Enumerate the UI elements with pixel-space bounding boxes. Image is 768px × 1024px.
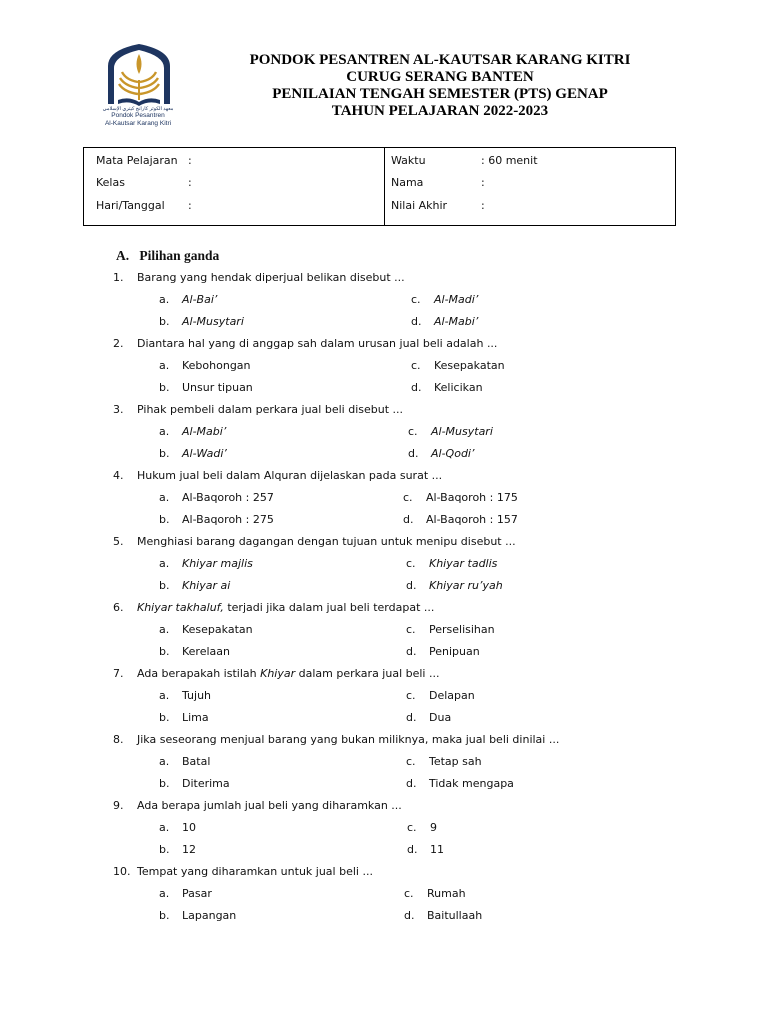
question-text-start: Ada berapakah istilah bbox=[137, 667, 261, 680]
info-label: Nama bbox=[391, 176, 424, 189]
question-number: 9. bbox=[113, 799, 124, 812]
option-letter: a. bbox=[159, 491, 170, 504]
option-letter: d. bbox=[411, 381, 422, 394]
info-label: Waktu bbox=[391, 154, 426, 167]
question-number: 4. bbox=[113, 469, 124, 482]
info-field-class bbox=[96, 176, 192, 190]
option-letter: c. bbox=[411, 293, 421, 306]
question-text bbox=[137, 667, 439, 681]
question-text-italic: Khiyar takhaluf, bbox=[137, 601, 224, 614]
question-text: Pihak pembeli dalam perkara jual beli disebut ... bbox=[137, 403, 404, 416]
option-text: Kerelaan bbox=[182, 645, 230, 658]
option-text: Al-Baqoroh : 275 bbox=[182, 513, 274, 526]
option-text: 11 bbox=[430, 843, 444, 856]
option-text: Perselisihan bbox=[429, 623, 495, 636]
option-text: Dua bbox=[429, 711, 452, 724]
option-letter: b. bbox=[159, 711, 170, 724]
option-letter: d. bbox=[408, 447, 419, 460]
option-text: Al-Musytari bbox=[431, 425, 493, 438]
option-text: Batal bbox=[182, 755, 211, 768]
option-letter: b. bbox=[159, 579, 170, 592]
option-letter: a. bbox=[159, 425, 170, 438]
question-text-end: dalam perkara jual beli ... bbox=[295, 667, 440, 680]
option-text: Delapan bbox=[429, 689, 475, 702]
option-text: Khiyar majlis bbox=[182, 557, 253, 570]
option-text: Al-Mabi’ bbox=[434, 315, 479, 328]
info-label: Nilai Akhir bbox=[391, 199, 448, 212]
option-text: Tujuh bbox=[182, 689, 212, 702]
info-label: Kelas bbox=[96, 176, 125, 189]
option-letter: b. bbox=[159, 381, 170, 394]
info-field-final-score bbox=[391, 199, 485, 213]
option-text: Kelicikan bbox=[434, 381, 483, 394]
option-letter: c. bbox=[406, 689, 416, 702]
info-label: Mata Pelajaran bbox=[96, 154, 178, 167]
header-line-2: CURUG SERANG BANTEN bbox=[346, 69, 534, 85]
option-letter: d. bbox=[404, 909, 415, 922]
question-text-italic: Khiyar bbox=[260, 667, 296, 680]
option-letter: c. bbox=[406, 557, 416, 570]
option-letter: b. bbox=[159, 315, 170, 328]
option-letter: c. bbox=[411, 359, 421, 372]
option-letter: a. bbox=[159, 623, 170, 636]
student-info-box bbox=[83, 147, 676, 226]
option-letter: a. bbox=[159, 557, 170, 570]
option-text: Kebohongan bbox=[182, 359, 251, 372]
option-letter: d. bbox=[406, 711, 417, 724]
info-value: : bbox=[481, 176, 485, 189]
header-line-4: TAHUN PELAJARAN 2022-2023 bbox=[331, 103, 549, 119]
header-line-3: PENILAIAN TENGAH SEMESTER (PTS) GENAP bbox=[272, 86, 608, 102]
section-label: A. bbox=[116, 248, 130, 263]
header-line-1: PONDOK PESANTREN AL-KAUTSAR KARANG KITRI bbox=[249, 52, 631, 68]
question-text bbox=[137, 601, 434, 615]
option-text: Rumah bbox=[427, 887, 466, 900]
question-text: Tempat yang diharamkan untuk jual beli ... bbox=[137, 865, 373, 878]
question-text: Diantara hal yang di anggap sah dalam urusan jual beli adalah ... bbox=[137, 337, 498, 350]
question-number: 5. bbox=[113, 535, 124, 548]
option-letter: a. bbox=[159, 689, 170, 702]
option-letter: c. bbox=[403, 491, 413, 504]
option-text: Al-Madi’ bbox=[434, 293, 479, 306]
info-value: : 60 menit bbox=[481, 154, 538, 167]
option-text: Pasar bbox=[182, 887, 212, 900]
question-number: 3. bbox=[113, 403, 124, 416]
info-field-name bbox=[391, 176, 485, 190]
option-letter: d. bbox=[406, 645, 417, 658]
option-text: Al-Mabi’ bbox=[182, 425, 227, 438]
option-letter: b. bbox=[159, 447, 170, 460]
option-text: Al-Baqoroh : 257 bbox=[182, 491, 274, 504]
question-text: Ada berapa jumlah jual beli yang diharamkan ... bbox=[137, 799, 402, 812]
option-letter: b. bbox=[159, 645, 170, 658]
option-text: 9 bbox=[430, 821, 437, 834]
question-text: Hukum jual beli dalam Alquran dijelaskan pada surat ... bbox=[137, 469, 443, 482]
option-text: Tetap sah bbox=[429, 755, 482, 768]
option-letter: d. bbox=[406, 579, 417, 592]
info-value: : bbox=[188, 154, 192, 167]
option-letter: a. bbox=[159, 359, 170, 372]
option-text: Kesepakatan bbox=[182, 623, 253, 636]
option-text: Al-Baqoroh : 157 bbox=[426, 513, 518, 526]
option-text: 10 bbox=[182, 821, 196, 834]
option-letter: d. bbox=[406, 777, 417, 790]
question-number: 7. bbox=[113, 667, 124, 680]
option-text: Lima bbox=[182, 711, 209, 724]
question-text: Barang yang hendak diperjual belikan disebut ... bbox=[137, 271, 405, 284]
option-text: Baitullaah bbox=[427, 909, 483, 922]
section-title bbox=[116, 248, 219, 264]
section-title-text: Pilihan ganda bbox=[139, 248, 220, 263]
logo-line-2: Al-Kautsar Karang Kitri bbox=[104, 120, 172, 127]
info-label: Hari/Tanggal bbox=[96, 199, 165, 212]
question-text: Menghiasi barang dagangan dengan tujuan untuk menipu disebut ... bbox=[137, 535, 516, 548]
question-number: 8. bbox=[113, 733, 124, 746]
logo-caption bbox=[88, 106, 188, 128]
option-letter: a. bbox=[159, 821, 170, 834]
option-letter: c. bbox=[404, 887, 414, 900]
info-box-divider bbox=[384, 148, 385, 225]
option-text: Penipuan bbox=[429, 645, 480, 658]
option-text: Kesepakatan bbox=[434, 359, 505, 372]
option-letter: a. bbox=[159, 293, 170, 306]
document-header bbox=[200, 52, 680, 120]
logo-line-1: Pondok Pesantren bbox=[111, 112, 165, 119]
option-letter: a. bbox=[159, 755, 170, 768]
question-text-rest: terjadi jika dalam jual beli terdapat ... bbox=[223, 601, 435, 614]
question-text: Jika seseorang menjual barang yang bukan miliknya, maka jual beli dinilai ... bbox=[137, 733, 560, 746]
info-value: : bbox=[188, 199, 192, 212]
option-text: Al-Baqoroh : 175 bbox=[426, 491, 518, 504]
info-field-time bbox=[391, 154, 538, 168]
option-text: Al-Bai’ bbox=[182, 293, 218, 306]
info-value: : bbox=[481, 199, 485, 212]
option-letter: b. bbox=[159, 909, 170, 922]
question-number: 6. bbox=[113, 601, 124, 614]
option-letter: d. bbox=[403, 513, 414, 526]
question-number: 2. bbox=[113, 337, 124, 350]
option-text: Khiyar tadlis bbox=[429, 557, 498, 570]
option-letter: b. bbox=[159, 843, 170, 856]
option-text: Al-Qodi’ bbox=[431, 447, 475, 460]
question-number: 1. bbox=[113, 271, 124, 284]
option-letter: d. bbox=[407, 843, 418, 856]
mosque-book-icon bbox=[94, 40, 184, 110]
option-letter: c. bbox=[406, 623, 416, 636]
option-text: 12 bbox=[182, 843, 196, 856]
option-letter: d. bbox=[411, 315, 422, 328]
info-field-subject bbox=[96, 154, 192, 168]
info-field-date bbox=[96, 199, 192, 213]
option-letter: c. bbox=[408, 425, 418, 438]
option-text: Khiyar ai bbox=[182, 579, 231, 592]
option-letter: a. bbox=[159, 887, 170, 900]
option-letter: b. bbox=[159, 513, 170, 526]
option-text: Tidak mengapa bbox=[429, 777, 514, 790]
info-value: : bbox=[188, 176, 192, 189]
question-number: 10. bbox=[113, 865, 131, 878]
option-text: Al-Wadi’ bbox=[182, 447, 227, 460]
option-letter: c. bbox=[407, 821, 417, 834]
option-text: Diterima bbox=[182, 777, 230, 790]
option-letter: c. bbox=[406, 755, 416, 768]
option-text: Al-Musytari bbox=[182, 315, 244, 328]
logo-arabic-text: معهد الكوثر كارانج كيتري الإسلامي bbox=[102, 106, 174, 112]
option-letter: b. bbox=[159, 777, 170, 790]
option-text: Khiyar ru’yah bbox=[429, 579, 503, 592]
option-text: Unsur tipuan bbox=[182, 381, 253, 394]
option-text: Lapangan bbox=[182, 909, 237, 922]
